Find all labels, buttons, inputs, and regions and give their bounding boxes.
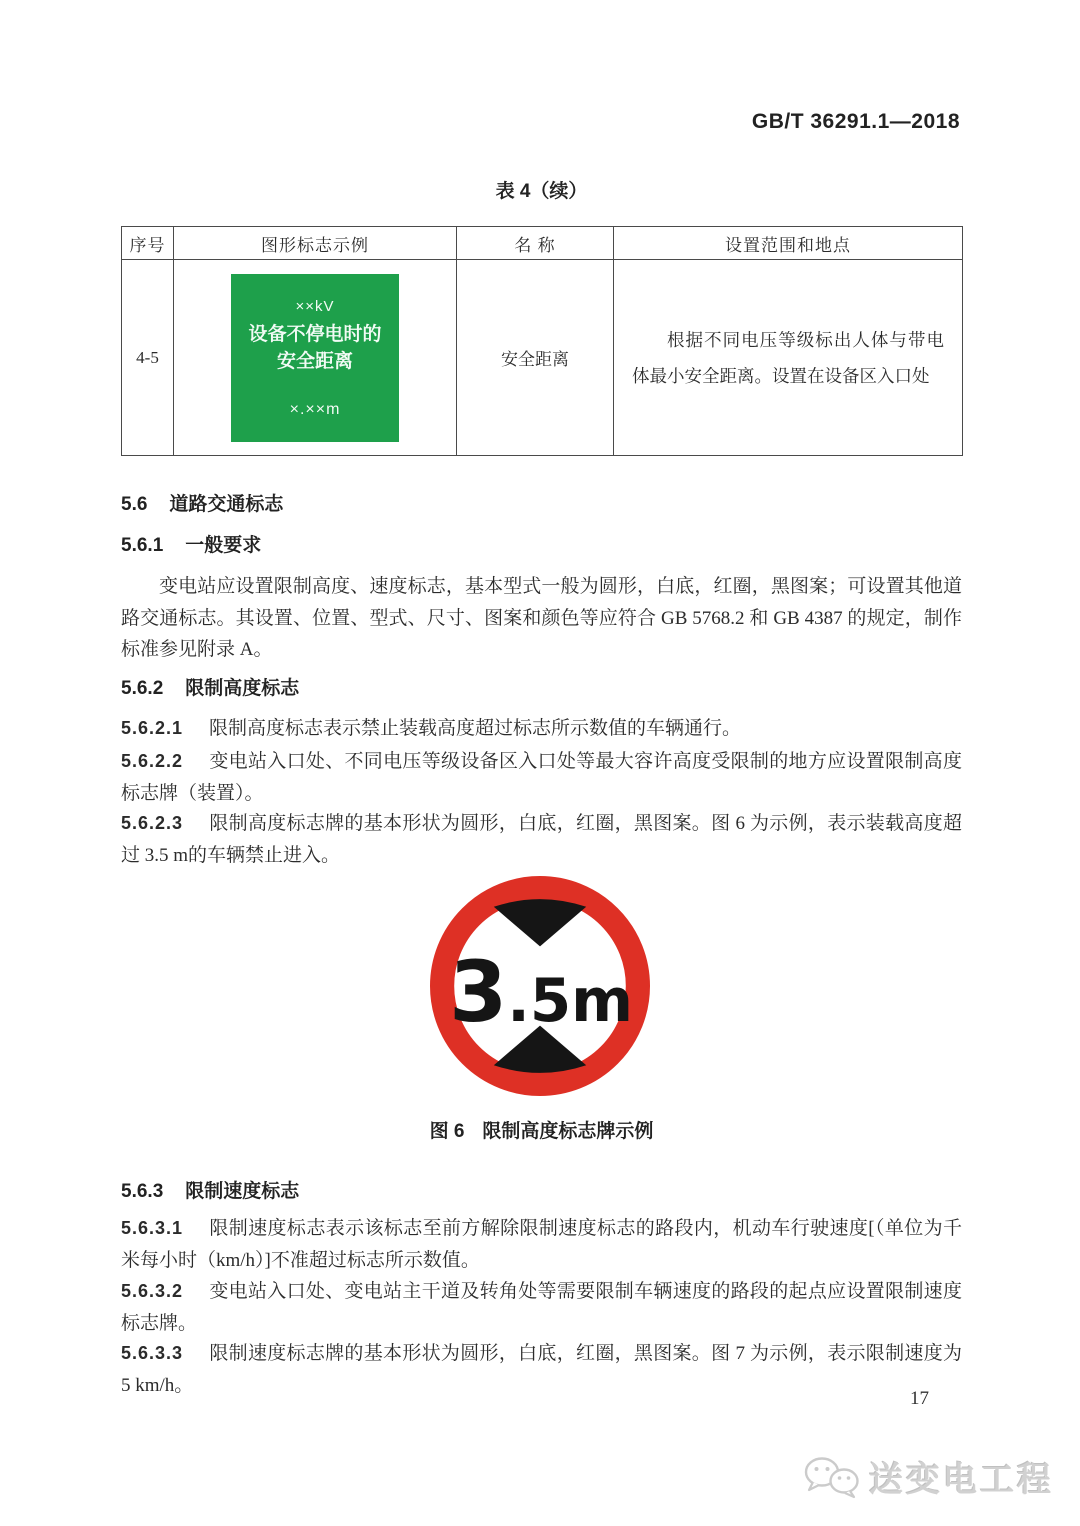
section-title: 限制高度标志	[185, 678, 300, 699]
clause-5-6-2-2	[121, 746, 962, 809]
column-header-index: 序号	[122, 227, 174, 260]
height-value-text: 3.5m	[449, 943, 634, 1042]
sign-text-line1: 设备不停电时的	[248, 323, 382, 345]
section-title: 限制速度标志	[185, 1181, 300, 1202]
watermark-text: 送变电工程	[869, 1461, 1054, 1499]
sign-location-text: 根据不同电压等级标出人体与带电体最小安全距离。设置在设备区入口处	[632, 329, 944, 386]
standard-number: GB/T 36291.1—2018	[751, 110, 960, 133]
clause-number: 5.6.2.1	[121, 718, 184, 738]
sign-example-cell	[174, 260, 457, 456]
sign-voltage-line: ××kV	[295, 297, 335, 315]
table-header-row	[122, 227, 963, 260]
table-title: 表 4（续）	[495, 181, 588, 202]
clause-5-6-3-3	[121, 1338, 962, 1401]
clause-5-6-2-1	[121, 713, 962, 745]
sign-name-cell: 安全距离	[457, 260, 614, 456]
clause-text: 限制高度标志牌的基本形状为圆形，白底，红圈，黑图案。图 6 为示例，表示装载高度超过 3.5 m的车辆禁止进入。	[121, 813, 962, 866]
clause-number: 5.6.2.3	[121, 813, 184, 833]
sign-text-line2: 安全距离	[276, 350, 353, 372]
wechat-icon	[801, 1455, 863, 1499]
clause-number: 5.6.3.2	[121, 1281, 184, 1301]
sign-location-cell	[614, 260, 963, 456]
clause-text: 限制高度标志表示禁止装载高度超过标志所示数值的车辆通行。	[209, 718, 742, 739]
section-heading-5-6-2	[121, 673, 962, 700]
figure-caption-text: 限制高度标志牌示例	[482, 1121, 654, 1142]
clause-5-6-2-3	[121, 808, 962, 871]
height-limit-sign-svg	[430, 876, 650, 1096]
row-index-cell: 4-5	[122, 260, 174, 456]
clause-text: 限制速度标志表示该标志至前方解除限制速度标志的路段内，机动车行驶速度[（单位为千米每小时（km/h）]不准超过标志所示数值。	[121, 1218, 962, 1271]
section-number: 5.6	[121, 494, 148, 515]
column-header-sign-example: 图形标志示例	[174, 227, 457, 260]
page-number: 17	[910, 1388, 929, 1409]
clause-text: 变电站入口处、变电站主干道及转角处等需要限制车辆速度的路段的起点应设置限制速度标志牌。	[121, 1281, 962, 1334]
section-title: 一般要求	[185, 535, 262, 556]
section-number: 5.6.3	[121, 1181, 164, 1202]
section-heading-5-6	[121, 489, 962, 516]
clause-number: 5.6.3.1	[121, 1218, 184, 1238]
height-limit-sign-figure	[430, 876, 650, 1096]
clause-text: 限制速度标志牌的基本形状为圆形，白底，红圈，黑图案。图 7 为示例，表示限制速度为 5 km/h。	[121, 1343, 962, 1396]
section-title: 道路交通标志	[169, 494, 284, 515]
section-number: 5.6.2	[121, 678, 164, 699]
figure-6-caption	[121, 1116, 962, 1143]
clause-5-6-3-2	[121, 1276, 962, 1339]
table-row	[122, 260, 963, 456]
section-heading-5-6-3	[121, 1176, 962, 1203]
column-header-name: 名 称	[457, 227, 614, 260]
column-header-location: 设置范围和地点	[614, 227, 963, 260]
safety-distance-sign	[231, 274, 399, 442]
paragraph-5-6-1: 变电站应设置限制高度、速度标志，基本型式一般为圆形，白底，红圈，黑图案；可设置其他道路交通标志。其设置、位置、型式、尺寸、图案和颜色等应符合 GB 5768.2 和 GB 4387 的规定，制作标准参见附录 A。	[121, 576, 962, 660]
clause-number: 5.6.2.2	[121, 751, 184, 771]
watermark	[801, 1452, 1054, 1501]
sign-table	[121, 226, 963, 456]
clause-5-6-3-1	[121, 1213, 962, 1276]
section-heading-5-6-1	[121, 530, 962, 557]
figure-label: 图 6	[429, 1121, 465, 1142]
clause-number: 5.6.3.3	[121, 1343, 184, 1363]
sign-distance-line: ×.××m	[289, 400, 341, 418]
clause-text: 变电站入口处、不同电压等级设备区入口处等最大容许高度受限制的地方应设置限制高度标志牌（装置）。	[121, 751, 962, 804]
section-number: 5.6.1	[121, 535, 164, 556]
